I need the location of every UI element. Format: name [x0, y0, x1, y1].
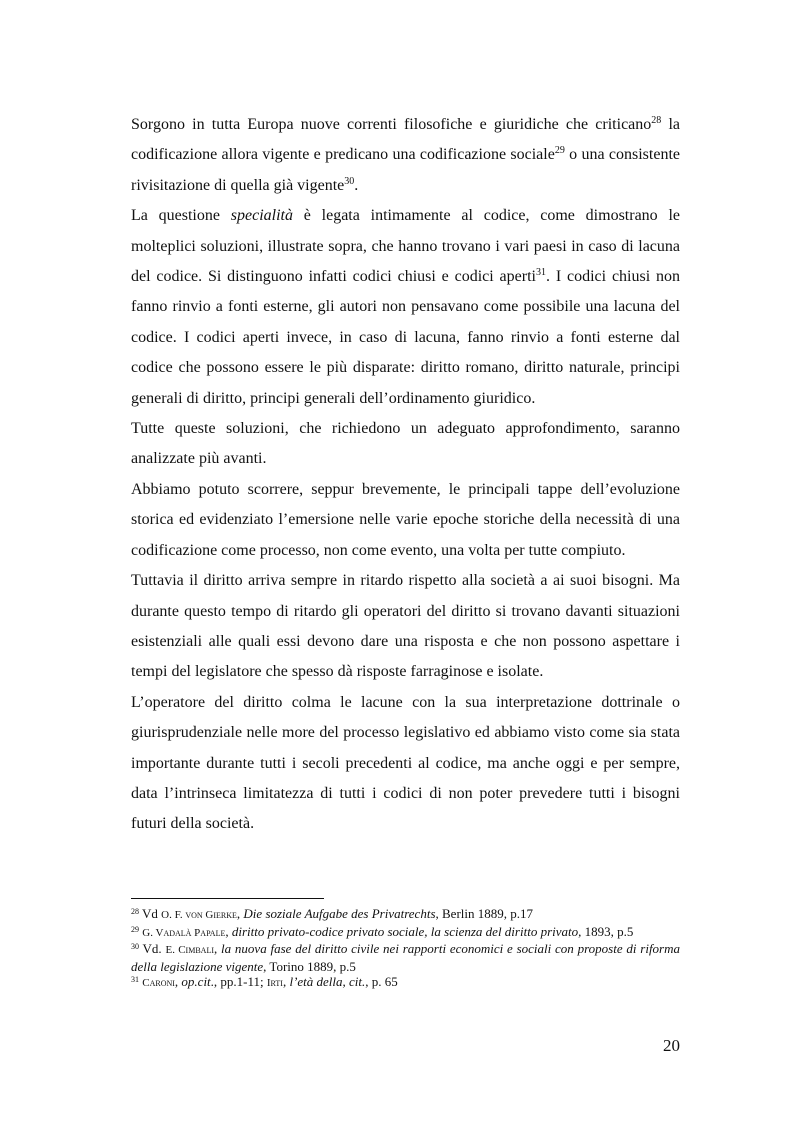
footnote-author: Caroni: [142, 977, 175, 989]
footnote-number: 30: [131, 942, 139, 951]
footnote-title: diritto privato-codice privato sociale, la scienza del diritto privato,: [231, 923, 582, 939]
footnote-29: $^{29}$ G. Vadalà Papale, diritto privato-codice privato sociale, la scienza del diritto privato, 1893, p.5: [131, 923, 634, 939]
footnote-number: 29: [131, 924, 139, 934]
footnote-author: E. Cimbali: [165, 944, 214, 956]
paragraph-3: Tutte queste soluzioni, che richiedono un adeguato approfondimento, saranno analizzate più avanti.: [131, 420, 680, 468]
footnote-author: G. Vadalà Papale: [142, 926, 226, 939]
footnote-ref-28[interactable]: 28: [651, 115, 662, 126]
footnote-ref-29[interactable]: 29: [554, 145, 565, 157]
footnote-number: 28: [131, 907, 139, 916]
footnote-separator: [131, 898, 324, 899]
footnote-author: O. F. von Gierke: [161, 909, 237, 921]
footnote-title: l’età della, cit.: [289, 974, 366, 989]
footnote-31: $^{31}$ Caroni, op.cit., pp.1-11; Irti, l’età della, cit., p. 65: [131, 974, 398, 989]
footnote-title: la nuova fase del diritto civile nei rapporti economici e sociali con proposte di riforma della legislazione vigente: [131, 941, 680, 974]
paragraph-2: La questione specialità è legata intimamente al codice, come dimostrano le molteplici soluzioni, illustrate sopra, che hanno trovano i vari paesi in caso di lacuna del codice. Si distinguono infatti codici chiusi e codici aperti$^{31}$. I codici chiusi non fanno rinvio a fonti esterne, gli autori non pensavano come possibile una lacuna del codice. I codici aperti invece, in caso di lacuna, fanno rinvio a fonti esterne dal codice che possono essere le più disparate: diritto romano, diritto naturale, principi generali di diritto, principi generali dell’ordinamento giuridico.: [131, 207, 681, 407]
footnote-ref-31[interactable]: 31: [535, 267, 546, 279]
paragraph-4: Abbiamo potuto scorrere, seppur brevemente, le principali tappe dell’evoluzione storica ed evidenziato l’emersione nelle varie epoche storiche della necessità di una codificazione come processo, non come evento, una volta per tutte compiuto.: [131, 480, 680, 559]
body-text: [131, 110, 680, 840]
footnote-title: op.cit: [181, 974, 211, 989]
footnote-title: Die soziale Aufgabe des Privatrechts: [243, 906, 436, 921]
footnote-30: $^{30}$ Vd. E. Cimbali, la nuova fase del diritto civile nei rapporti economici e sociali con proposte di riforma della legislazione vigente, Torino 1889, p.5: [131, 941, 680, 974]
paragraph-5: Tuttavia il diritto arriva sempre in ritardo rispetto alla società a ai suoi bisogni. Ma durante questo tempo di ritardo gli operatori del diritto si trovano davanti situazioni esistenziali alle quali essi devono dare una risposta e che non possono aspettare i tempi del legislatore che spesso dà risposte farraginose e isolate.: [131, 572, 680, 681]
footnotes: [131, 906, 680, 992]
paragraph-1: Sorgono in tutta Europa nuove correnti filosofiche e giuridiche che criticano$^{28}$ la codificazione allora vigente e predicano una codificazione sociale$^{29}$ o una consistente rivisitazione di quella già vigente$^{30}$.: [131, 115, 681, 194]
page-number: 20: [663, 1036, 680, 1055]
footnote-ref-30[interactable]: 30: [344, 175, 355, 187]
footnote-number: 31: [131, 975, 139, 984]
paragraph-6: L’operatore del diritto colma le lacune con la sua interpretazione dottrinale o giurisprudenziale nelle more del processo legislativo ed abbiamo visto come sia stata importante durante tutti i secoli precedenti al codice, ma anche oggi e per sempre, data l’intrinseca limitatezza di tutti i codici di non poter prevedere tutti i bisogni futuri della società.: [131, 693, 680, 833]
emphasis-specialita: specialità: [230, 207, 293, 225]
footnote-author: Irti: [266, 977, 283, 989]
footnote-28: $^{28}$ Vd O. F. von Gierke, Die soziale Aufgabe des Privatrechts, Berlin 1889, p.17: [131, 906, 534, 921]
